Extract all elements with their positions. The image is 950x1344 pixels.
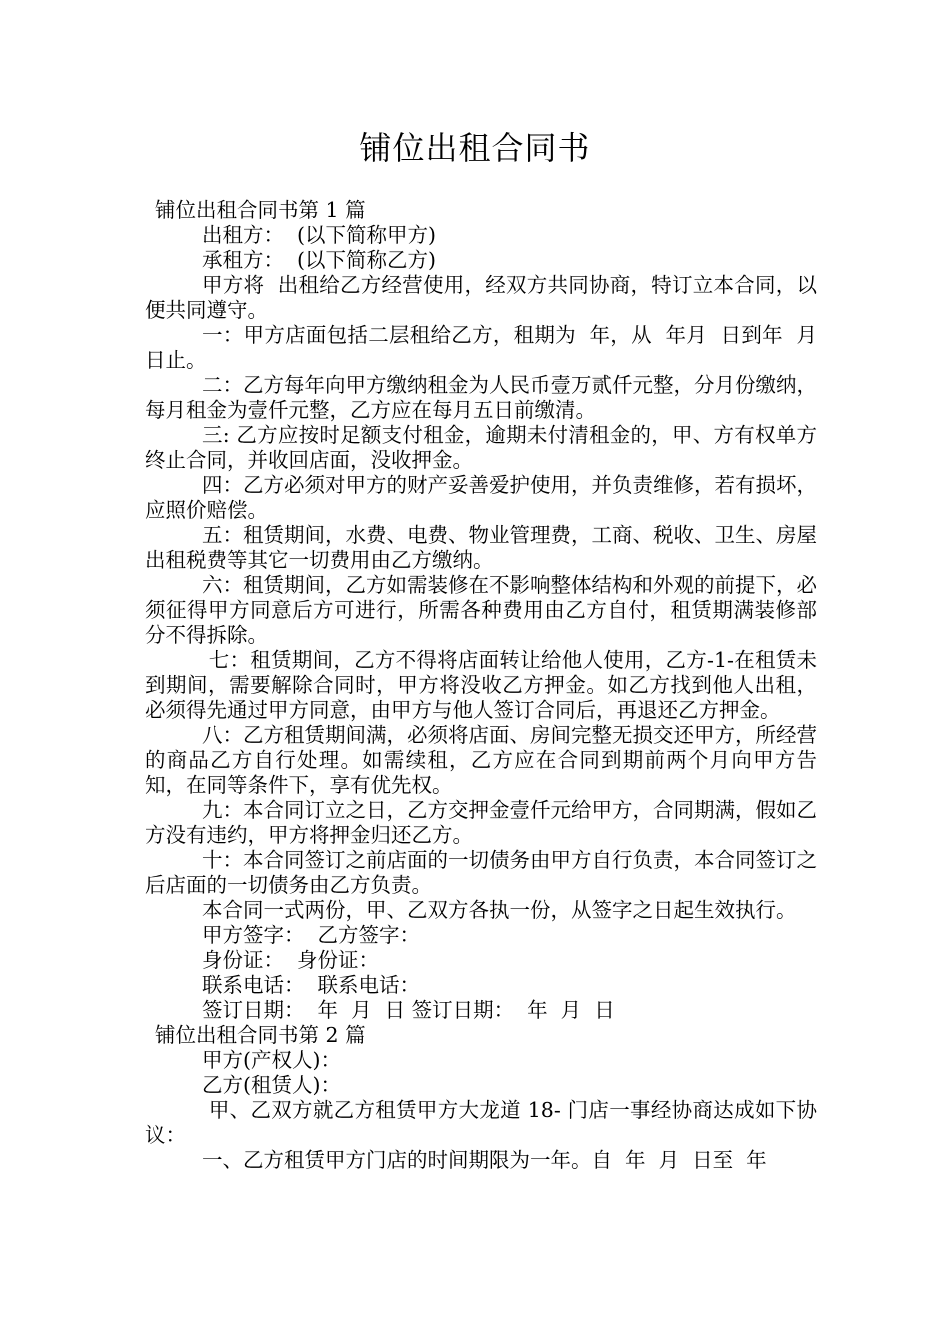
contract-paragraph: 八：乙方租赁期间满，必须将店面、房间完整无损交还甲方，所经营的商品乙方自行处理。如需续租，乙方应在合同到期前两个月向甲方告知，在同等条件下，享有优先权。 — [145, 723, 817, 797]
contract-paragraph: 甲方将 出租给乙方经营使用，经双方共同协商，特订立本合同，以便共同遵守。 — [145, 273, 817, 322]
id-card-line: 身份证： 身份证： — [202, 948, 380, 972]
phone-line: 联系电话： 联系电话： — [202, 973, 421, 997]
contract-paragraph: 五：租赁期间，水费、电费、物业管理费，工商、税收、卫生、房屋出租税费等其它一切费用由乙方缴纳。 — [145, 523, 817, 572]
sign-date-line: 签订日期： 年 月 日 签订日期： 年 月 日 — [202, 998, 615, 1022]
party-a-line: 甲方(产权人)： — [202, 1048, 341, 1072]
contract-paragraph: 九：本合同订立之日，乙方交押金壹仟元给甲方，合同期满，假如乙方没有违约，甲方将押金归还乙方。 — [145, 798, 817, 847]
party-b-line: 乙方(租赁人)： — [202, 1073, 341, 1097]
contract-paragraph: 本合同一式两份，甲、乙双方各执一份，从签字之日起生效执行。 — [202, 898, 797, 922]
section-heading: 铺位出租合同书第 2 篇 — [155, 1023, 366, 1047]
lessee-line: 承租方： (以下简称乙方) — [202, 248, 437, 272]
contract-paragraph: 十：本合同签订之前店面的一切债务由甲方自行负责，本合同签订之后店面的一切债务由乙方负责。 — [145, 848, 817, 897]
contract-paragraph: 六：租赁期间，乙方如需装修在不影响整体结构和外观的前提下，必须征得甲方同意后方可进行，所需各种费用由乙方自付，租赁期满装修部分不得拆除。 — [145, 573, 817, 647]
contract-paragraph: 四：乙方必须对甲方的财产妥善爱护使用，并负责维修，若有损坏，应照价赔偿。 — [145, 473, 817, 522]
contract-paragraph: 一：甲方店面包括二层租给乙方，租期为 年，从 年月 日到年 月日止。 — [145, 323, 817, 372]
contract-paragraph: 一、乙方租赁甲方门店的时间期限为一年。自 年 月 日至 年 — [202, 1148, 767, 1172]
contract-paragraph: 三: 乙方应按时足额支付租金，逾期未付清租金的，甲、方有权单方终止合同，并收回店面，没收押金。 — [145, 423, 817, 472]
contract-paragraph: 七：租赁期间，乙方不得将店面转让给他人使用，乙方-1-在租赁未到期间，需要解除合同时，甲方将没收乙方押金。如乙方找到他人出租，必须得先通过甲方同意，由甲方与他人签订合同后，再退还乙方押金。 — [145, 648, 817, 722]
document-title: 铺位出租合同书 — [359, 129, 591, 167]
lessor-line: 出租方： (以下简称甲方) — [202, 223, 437, 247]
contract-paragraph: 甲、乙双方就乙方租赁甲方大龙道 18- 门店一事经协商达成如下协议： — [145, 1098, 817, 1147]
section-heading: 铺位出租合同书第 1 篇 — [155, 198, 366, 222]
signature-line: 甲方签字： 乙方签字： — [202, 923, 421, 947]
contract-paragraph: 二：乙方每年向甲方缴纳租金为人民币壹万贰仟元整，分月份缴纳，每月租金为壹仟元整，乙方应在每月五日前缴清。 — [145, 373, 817, 422]
document-body — [145, 198, 817, 1173]
